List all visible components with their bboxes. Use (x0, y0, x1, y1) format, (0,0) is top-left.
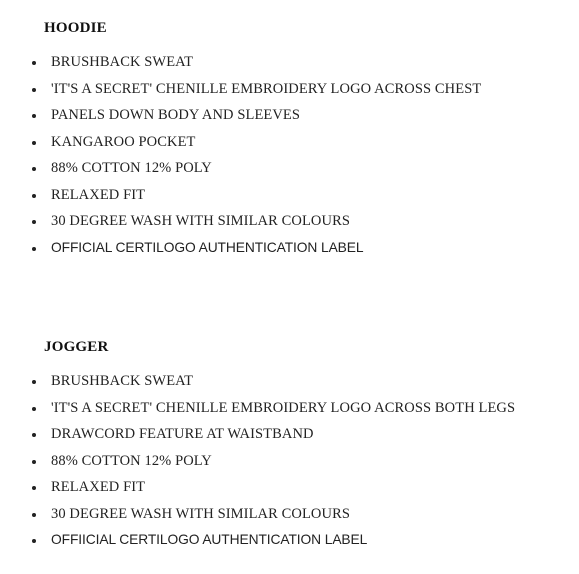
list-item: 'IT'S A SECRET' CHENILLE EMBROIDERY LOGO ACROSS BOTH LEGS (0, 395, 579, 422)
list-item: BRUSHBACK SWEAT (0, 368, 579, 395)
list-item: KANGAROO POCKET (0, 129, 579, 156)
jogger-feature-list (0, 368, 579, 554)
list-item: 30 DEGREE WASH WITH SIMILAR COLOURS (0, 208, 579, 235)
list-item: 30 DEGREE WASH WITH SIMILAR COLOURS (0, 501, 579, 528)
list-item: DRAWCORD FEATURE AT WAISTBAND (0, 421, 579, 448)
list-item: OFFICIAL CERTILOGO AUTHENTICATION LABEL (0, 235, 579, 262)
list-item: BRUSHBACK SWEAT (0, 49, 579, 76)
hoodie-feature-list (0, 49, 579, 261)
hoodie-heading: HOODIE (44, 20, 107, 36)
list-item: RELAXED FIT (0, 474, 579, 501)
list-item: 'IT'S A SECRET' CHENILLE EMBROIDERY LOGO ACROSS CHEST (0, 76, 579, 103)
list-item: 88% COTTON 12% POLY (0, 155, 579, 182)
list-item: RELAXED FIT (0, 182, 579, 209)
jogger-section (0, 337, 579, 554)
jogger-heading: JOGGER (44, 339, 109, 355)
hoodie-section (0, 18, 579, 261)
list-item: 88% COTTON 12% POLY (0, 448, 579, 475)
list-item: PANELS DOWN BODY AND SLEEVES (0, 102, 579, 129)
list-item: OFFIICIAL CERTILOGO AUTHENTICATION LABEL (0, 527, 579, 554)
